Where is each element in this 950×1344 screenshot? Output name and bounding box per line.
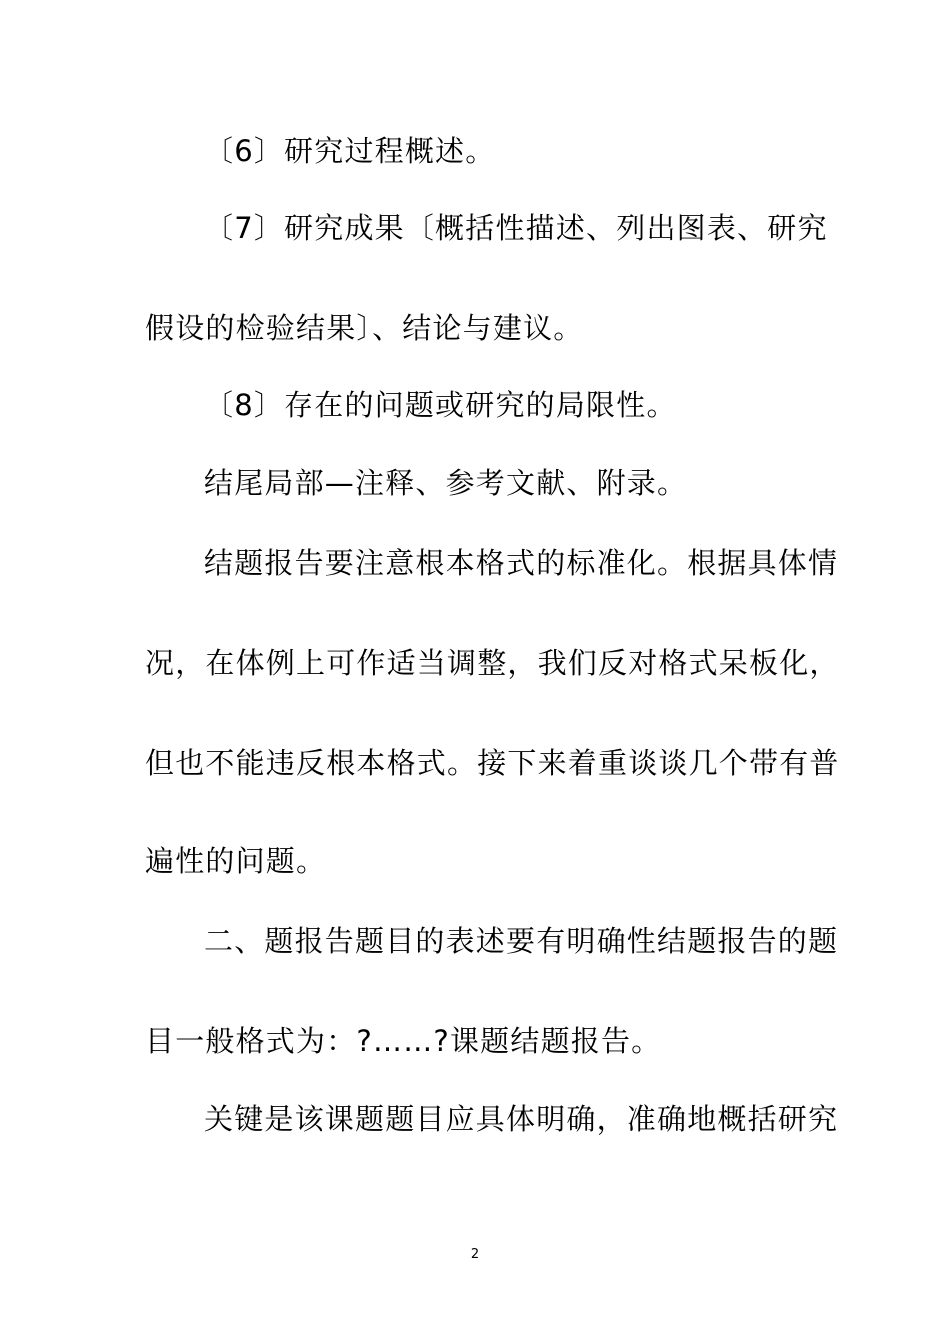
- text-line-item-7-end: 假设的检验结果〕、结论与建议。: [145, 311, 584, 345]
- text-line-paragraph-4: 遍性的问题。: [145, 844, 327, 878]
- text-line-item-8: 〔8〕存在的问题或研究的局限性。: [204, 388, 677, 422]
- text-line-ending-section: 结尾局部—注释、参考文献、附录。: [204, 466, 688, 500]
- text-line-paragraph-3: 但也不能违反根本格式。接下来着重谈谈几个带有普: [145, 746, 840, 780]
- text-line-key-point: 关键是该课题题目应具体明确，准确地概括研究: [204, 1102, 839, 1136]
- text-line-heading-2: 二、题报告题目的表述要有明确性结题报告的题: [204, 924, 839, 958]
- text-line-title-format: 目一般格式为：?……?课题结题报告。: [145, 1024, 662, 1058]
- text-line-paragraph-2: 况，在体例上可作适当调整，我们反对格式呆板化，: [145, 646, 840, 680]
- text-line-item-6: 〔6〕研究过程概述。: [204, 134, 496, 168]
- text-line-paragraph-1: 结题报告要注意根本格式的标准化。根据具体情: [204, 546, 839, 580]
- text-line-item-7-start: 〔7〕研究成果〔概括性描述、列出图表、研究: [204, 211, 828, 245]
- page-number: 2: [470, 1247, 480, 1262]
